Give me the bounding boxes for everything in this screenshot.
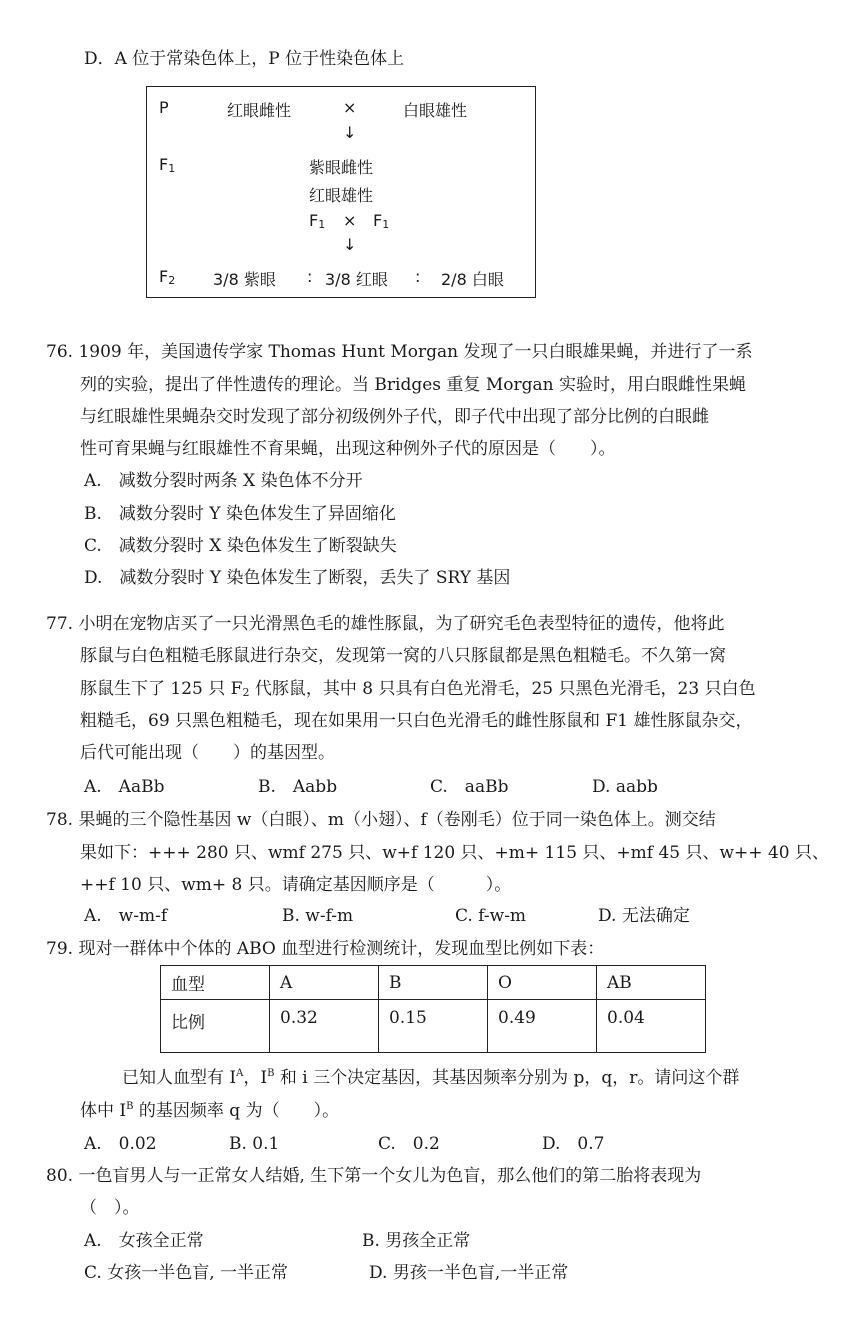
q77-stem-line-2: 豚鼠与白色粗糙毛豚鼠进行杂交，发现第一窝的八只豚鼠都是黑色粗糙毛。不久第一窝 xyxy=(80,646,726,666)
p-cross-symbol: × xyxy=(343,98,357,117)
q78-stem-line-3: ++f 10 只、wm+ 8 只。请确定基因顺序是（ ）。 xyxy=(80,875,512,895)
blood-type-table xyxy=(160,965,706,1053)
table-cell: 0.49 xyxy=(488,1000,597,1053)
q80-option-a: A. 女孩全正常 xyxy=(84,1231,204,1251)
q79-option-d: D. 0.7 xyxy=(542,1134,605,1154)
q77-option-c: C. aaBb xyxy=(430,777,509,797)
q76-option-c: C. 减数分裂时 X 染色体发生了断裂缺失 xyxy=(84,536,397,556)
f1-label: $F_1$ xyxy=(159,155,176,175)
q77-stem-line-4: 粗糙毛，69 只黑色粗糙毛，现在如果用一只白色光滑毛的雌性豚鼠和 F1 雄性豚鼠杂交， xyxy=(80,711,753,731)
q79-option-c: C. 0.2 xyxy=(378,1134,440,1154)
table-cell: 0.32 xyxy=(270,1000,379,1053)
f2-ratio-red: 3/8 红眼 xyxy=(325,270,388,289)
q76-stem-line-2: 列的实验，提出了伴性遗传的理论。当 Bridges 重复 Morgan 实验时，用白眼雌性果蝇 xyxy=(80,375,746,395)
q78-option-b: B. w-f-m xyxy=(282,906,354,926)
f2-colon-2: : xyxy=(415,267,421,286)
cross-diagram xyxy=(146,86,536,298)
f1-cross-b: $F_1$ xyxy=(373,211,390,231)
q79-option-a: A. 0.02 xyxy=(84,1134,157,1154)
table-header-row xyxy=(161,966,706,1000)
q80-stem-line-1: 80. 一色盲男人与一正常女人结婚, 生下第一个女儿为色盲，那么他们的第二胎将表现为 xyxy=(46,1166,702,1186)
q78-option-a: A. w-m-f xyxy=(84,906,168,926)
table-cell: 比例 xyxy=(161,1000,270,1053)
table-cell: O xyxy=(488,966,597,1000)
f2-ratio-white: 2/8 白眼 xyxy=(441,270,504,289)
q77-option-b: B. Aabb xyxy=(258,777,338,797)
q80-option-b: B. 男孩全正常 xyxy=(362,1231,471,1251)
q79-stem-line-2: 已知人血型有 $I^A$，$I^B$ 和 i 三个决定基因，其基因频率分别为 p，q，r。请问这个群 xyxy=(122,1068,740,1088)
p-female: 红眼雌性 xyxy=(227,101,292,120)
q76-option-a: A. 减数分裂时两条 X 染色体不分开 xyxy=(84,471,363,491)
f1-male: 红眼雄性 xyxy=(309,186,374,205)
q80-option-c: C. 女孩一半色盲, 一半正常 xyxy=(84,1263,289,1283)
q78-stem-line-1: 78. 果蝇的三个隐性基因 w（白眼）、m（小翅）、f（卷刚毛）位于同一染色体上。测交结 xyxy=(46,810,716,830)
f1-cross-symbol: × xyxy=(343,211,357,230)
q76-option-d: D. 减数分裂时 Y 染色体发生了断裂，丢失了 SRY 基因 xyxy=(84,568,511,588)
q79-stem-line-1: 79. 现对一群体中个体的 ABO 血型进行检测统计，发现血型比例如下表： xyxy=(46,939,605,959)
q78-option-d: D. 无法确定 xyxy=(598,906,690,926)
q76-option-b: B. 减数分裂时 Y 染色体发生了异固缩化 xyxy=(84,504,396,524)
f2-colon-1: : xyxy=(307,267,313,286)
q76-stem-line-4: 性可育果蝇与红眼雄性不育果蝇，出现这种例外子代的原因是（ ）。 xyxy=(80,439,616,459)
table-cell: A xyxy=(270,966,379,1000)
q80-option-d: D. 男孩一半色盲,一半正常 xyxy=(369,1263,569,1283)
table-row xyxy=(161,1000,706,1053)
table-cell: 血型 xyxy=(161,966,270,1000)
q78-option-c: C. f-w-m xyxy=(455,906,527,926)
f2-ratio-purple: 3/8 紫眼 xyxy=(213,270,276,289)
f1-cross-a: $F_1$ xyxy=(309,211,326,231)
q76-stem-line-1: 76. 1909 年，美国遗传学家 Thomas Hunt Morgan 发现了一只白眼雄果蝇，并进行了一系 xyxy=(46,342,753,362)
q75-option-d: D．A 位于常染色体上，P 位于性染色体上 xyxy=(84,49,405,69)
p-male: 白眼雄性 xyxy=(403,101,468,120)
q79-stem-line-3: 体中 $I^B$ 的基因频率 q 为（ ）。 xyxy=(80,1101,340,1121)
q76-stem-line-3: 与红眼雄性果蝇杂交时发现了部分初级例外子代，即子代中出现了部分比例的白眼雌 xyxy=(80,407,709,427)
arrow-1: ↓ xyxy=(343,123,357,142)
table-cell: 0.04 xyxy=(597,1000,706,1053)
q79-option-b: B. 0.1 xyxy=(229,1134,280,1154)
table-cell: 0.15 xyxy=(379,1000,488,1053)
q80-stem-line-2: （ ）。 xyxy=(80,1198,140,1218)
q78-stem-line-2: 果如下：+++ 280 只、wmf 275 只、w+f 120 只、+m+ 115 只、+mf 45 只、w++ 40 只、 xyxy=(80,843,829,863)
p-label: P xyxy=(159,98,169,117)
table-cell: B xyxy=(379,966,488,1000)
q77-stem-line-1: 77. 小明在宠物店买了一只光滑黑色毛的雄性豚鼠，为了研究毛色表型特征的遗传，他将此 xyxy=(46,614,725,634)
arrow-2: ↓ xyxy=(343,235,357,254)
f1-female: 紫眼雌性 xyxy=(309,158,374,177)
q77-option-d: D. aabb xyxy=(592,777,658,797)
q77-stem-line-5: 后代可能出现（ ）的基因型。 xyxy=(80,743,335,763)
q77-stem-line-3: 豚鼠生下了 125 只 $F_2$ 代豚鼠，其中 8 只具有白色光滑毛，25 只黑色光滑毛，23 只白色 xyxy=(80,679,756,699)
q77-option-a: A. AaBb xyxy=(84,777,165,797)
f2-label: $F_2$ xyxy=(159,267,176,287)
table-cell: AB xyxy=(597,966,706,1000)
